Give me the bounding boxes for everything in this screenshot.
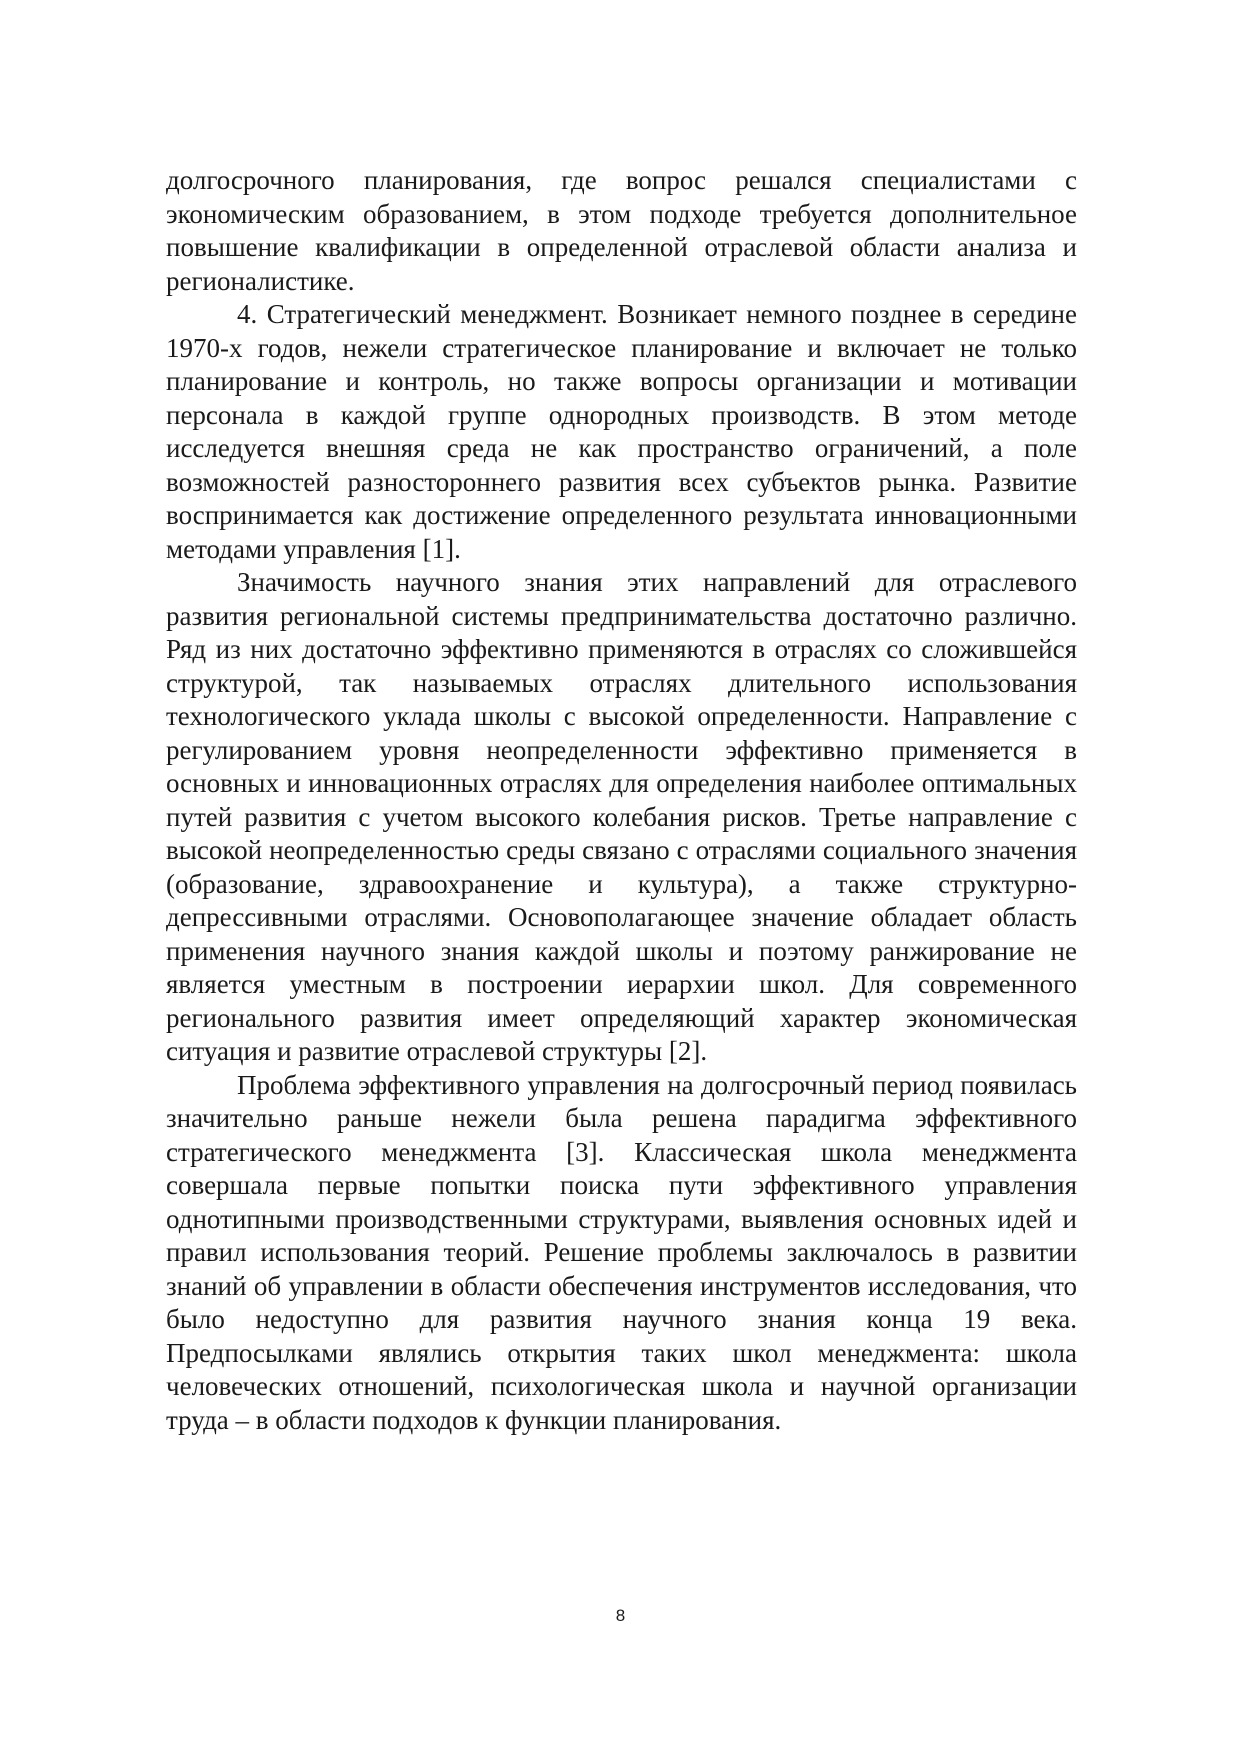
paragraph-significance: Значимость научного знания этих направлений для отраслевого развития региональной системы предпринимательства достаточно различно. Ряд из них достаточно эффективно применяются в отраслях со сложившейся структурой, так называемых отраслях длительного использования технологического уклада школы с высокой определенности. Направление с регулированием уровня неопределенности эффективно применяется в основных и инновационных отраслях для определения наиболее оптимальных путей развития с учетом высокого колебания рисков. Третье направление с высокой неопределенностью среды связано с отраслями социального значения (образование, здравоохранение и культура), а также структурно-депрессивными отраслями. Основополагающее значение обладает область применения научного знания каждой школы и поэтому ранжирование не является уместным в построении иерархии школ. Для современного регионального развития имеет определяющий характер экономическая ситуация и развитие отраслевой структуры [2]. xyxy=(166,567,1077,1066)
page-body xyxy=(166,164,1077,1437)
paragraph-strategic-management: 4. Стратегический менеджмент. Возникает немного позднее в середине 1970-х годов, нежели стратегическое планирование и включает не только планирование и контроль, но также вопросы организации и мотивации персонала в каждой группе однородных производств. В этом методе исследуется внешняя среда не как пространство ограничений, а поле возможностей разностороннего развития всех субъектов рынка. Развитие воспринимается как достижение определенного результата инновационными методами управления [1]. xyxy=(166,299,1077,564)
page-number: 8 xyxy=(615,1606,626,1625)
paragraph-continuation: долгосрочного планирования, где вопрос решался специалистами с экономическим образованием, в этом подходе требуется дополнительное повышение квалификации в определенной отраслевой области анализа и регионалистике. xyxy=(166,165,1077,296)
paragraph-problem: Проблема эффективного управления на долгосрочный период появилась значительно раньше нежели была решена парадигма эффективного стратегического менеджмента [3]. Классическая школа менеджмента совершала первые попытки поиска пути эффективного управления однотипными производственными структурами, выявления основных идей и правил использования теорий. Решение проблемы заключалось в развитии знаний об управлении в области обеспечения инструментов исследования, что было недоступно для развития научного знания конца 19 века. Предпосылками являлись открытия таких школ менеджмента: школа человеческих отношений, психологическая школа и научной организации труда – в области подходов к функции планирования. xyxy=(166,1069,1077,1435)
